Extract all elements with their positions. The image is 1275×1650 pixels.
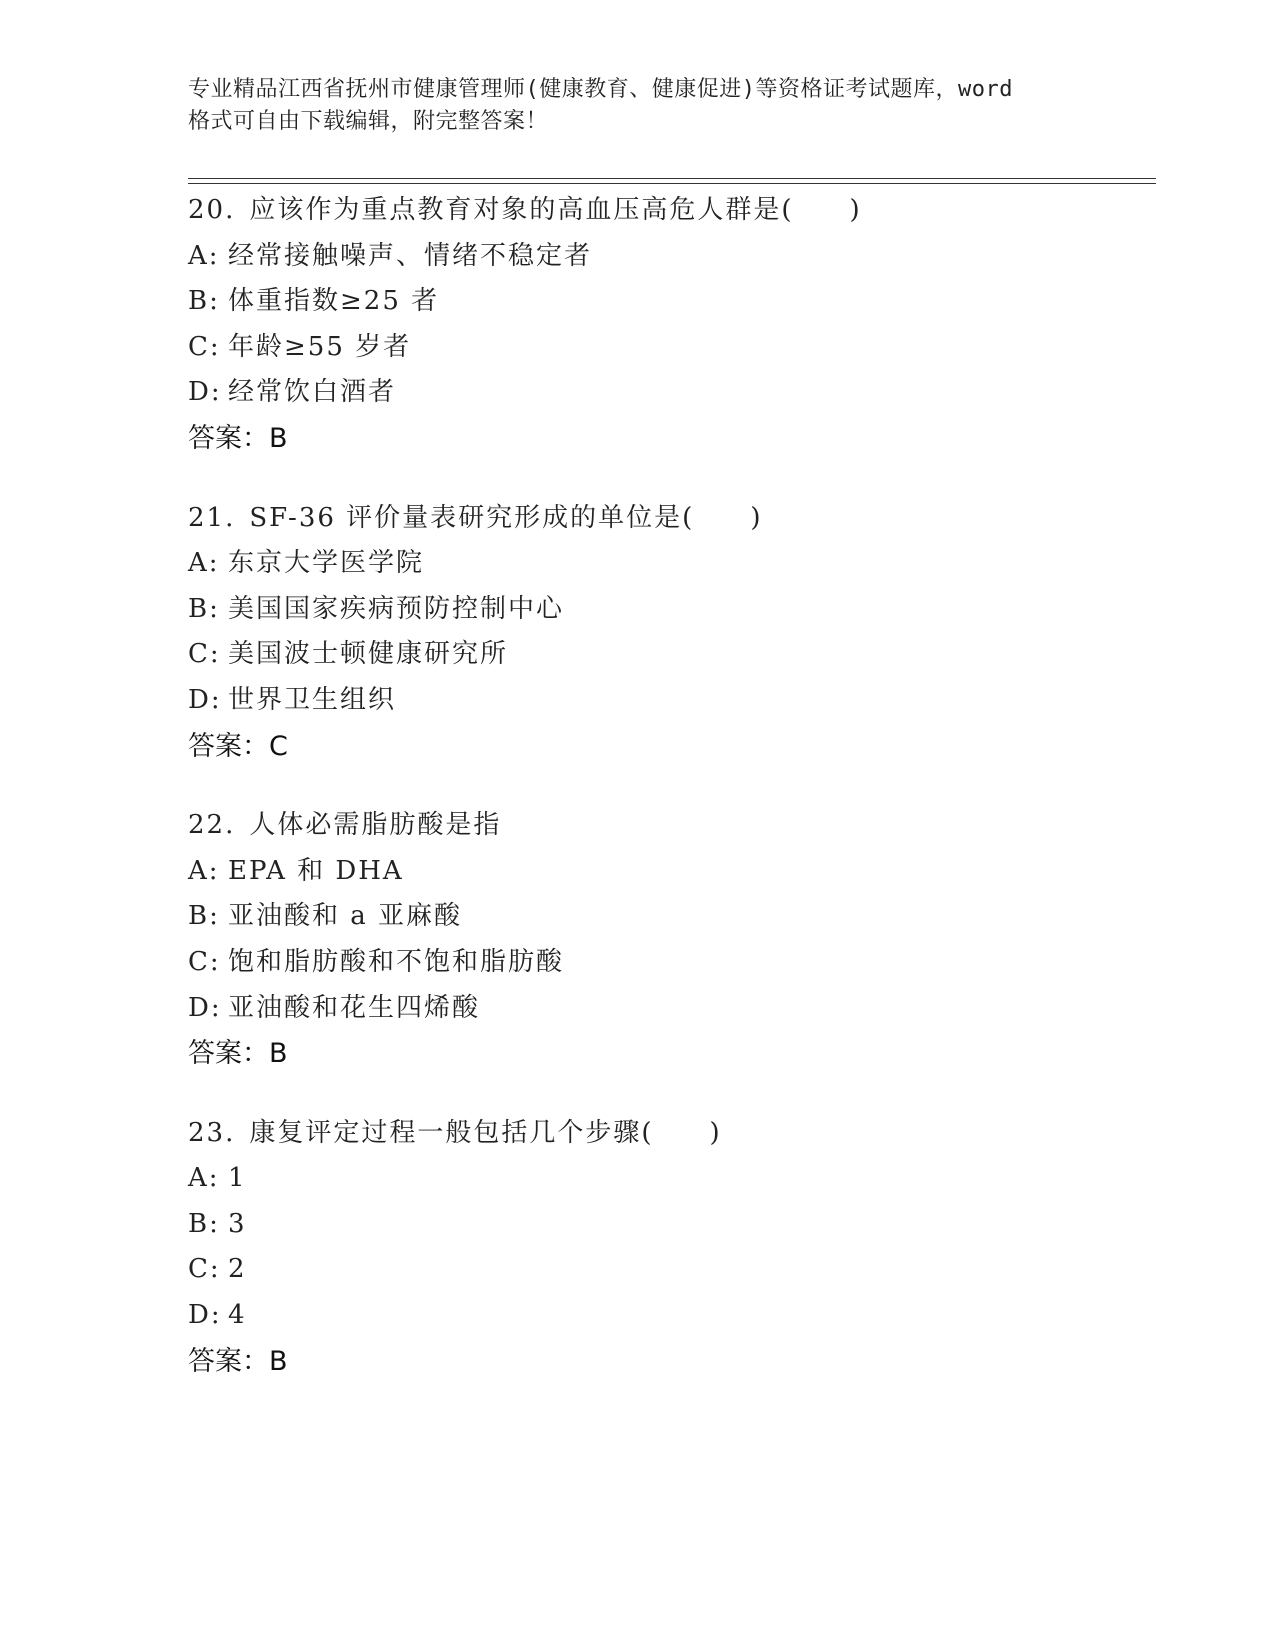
option-key: C: [188, 639, 221, 670]
question-23 [188, 1111, 1148, 1385]
option-text: 经常饮白酒者 [228, 377, 397, 408]
option-key: D: [188, 992, 222, 1023]
option-b [188, 279, 1148, 325]
option-b [188, 894, 1148, 940]
option-text: 1 [228, 1163, 247, 1194]
option-text: 2 [228, 1254, 247, 1285]
option-key: B: [188, 286, 220, 317]
option-a [188, 1156, 1148, 1202]
option-text: 经常接触噪声、情绪不稳定者 [228, 240, 593, 271]
option-key: D: [188, 377, 222, 408]
option-key: B: [188, 901, 220, 932]
answer: 答案：C [188, 730, 288, 762]
option-text: 东京大学医学院 [228, 548, 425, 579]
option-key: A: [188, 1163, 220, 1194]
option-d [188, 370, 1148, 416]
question-21 [188, 496, 1148, 770]
option-b [188, 1202, 1148, 1248]
option-key: C: [188, 1254, 221, 1285]
question-number: 21. [188, 502, 236, 533]
option-key: B: [188, 1208, 220, 1239]
option-c [188, 1247, 1148, 1293]
option-b [188, 587, 1148, 633]
answer: 答案：B [188, 1038, 288, 1070]
option-text: 亚油酸和花生四烯酸 [228, 992, 481, 1023]
question-list [188, 188, 1148, 1418]
question-stem [188, 803, 1148, 849]
option-c [188, 632, 1148, 678]
option-a [188, 849, 1148, 895]
option-key: A: [188, 548, 220, 579]
answer: 答案：B [188, 422, 288, 454]
option-text: 3 [228, 1208, 247, 1239]
header-line-2: 格式可自由下载编辑，附完整答案！ [188, 109, 549, 134]
option-text: 世界卫生组织 [228, 684, 397, 715]
option-text: 4 [228, 1300, 247, 1331]
question-text: 应该作为重点教育对象的高血压高危人群是( ) [249, 195, 862, 225]
question-stem [188, 496, 1148, 542]
answer: 答案：B [188, 1345, 288, 1377]
option-c [188, 325, 1148, 371]
question-stem [188, 188, 1148, 234]
option-text: 亚油酸和 a 亚麻酸 [228, 901, 463, 932]
option-key: B: [188, 593, 220, 624]
option-d [188, 678, 1148, 724]
option-a [188, 541, 1148, 587]
header-divider-top [188, 178, 1156, 179]
option-d [188, 1293, 1148, 1339]
option-key: D: [188, 1300, 222, 1331]
question-22 [188, 803, 1148, 1077]
option-text: 美国波士顿健康研究所 [228, 639, 509, 670]
question-text: 康复评定过程一般包括几个步骤( ) [249, 1117, 722, 1148]
option-a [188, 234, 1148, 280]
document-header [188, 74, 1088, 138]
option-text: 美国国家疾病预防控制中心 [228, 593, 565, 624]
question-number: 20. [188, 195, 236, 225]
question-text: 人体必需脂肪酸是指 [249, 810, 502, 841]
question-number: 22. [188, 810, 236, 841]
header-line-1: 专业精品江西省抚州市健康管理师(健康教育、健康促进)等资格证考试题库，word [188, 77, 1013, 102]
option-text: 饱和脂肪酸和不饱和脂肪酸 [228, 946, 565, 977]
option-text: EPA 和 DHA [228, 855, 404, 886]
option-text: 年龄≥55 岁者 [228, 331, 412, 362]
option-key: A: [188, 240, 220, 271]
question-stem [188, 1111, 1148, 1157]
question-text: SF-36 评价量表研究形成的单位是( ) [249, 502, 763, 533]
option-key: A: [188, 855, 220, 886]
option-key: D: [188, 684, 222, 715]
question-20 [188, 188, 1148, 462]
option-d [188, 986, 1148, 1032]
header-divider-bottom [188, 183, 1156, 184]
option-c [188, 940, 1148, 986]
option-key: C: [188, 331, 221, 362]
question-number: 23. [188, 1117, 236, 1148]
option-key: C: [188, 946, 221, 977]
option-text: 体重指数≥25 者 [228, 286, 440, 317]
